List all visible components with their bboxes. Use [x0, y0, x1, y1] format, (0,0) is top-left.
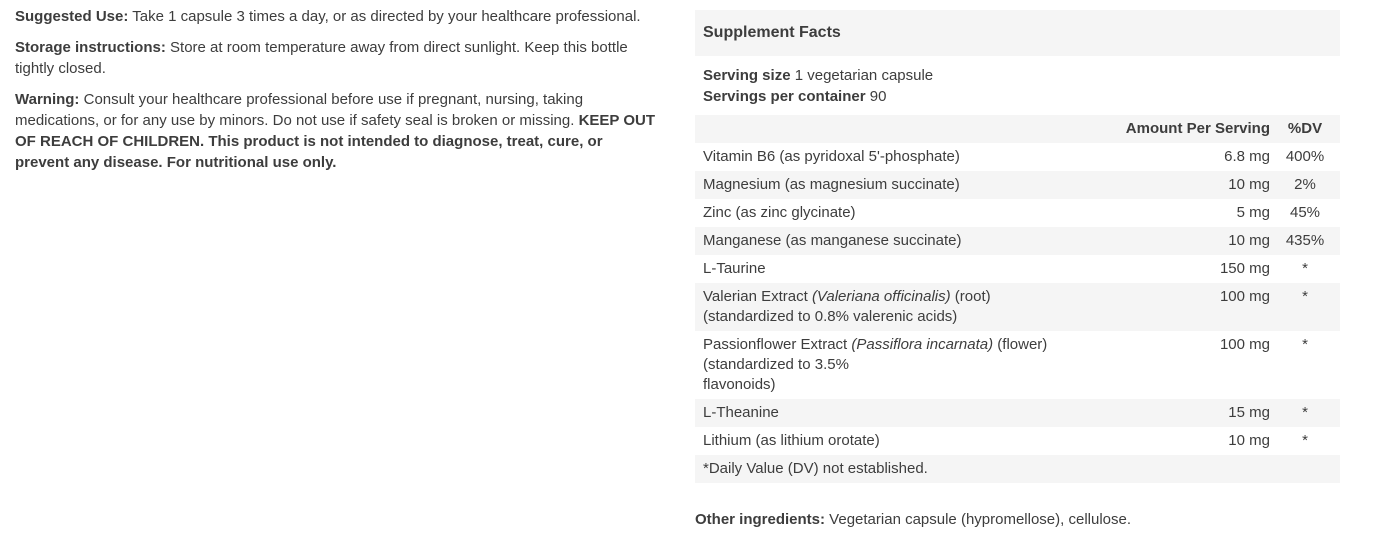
- serving-size-value: 1 vegetarian capsule: [790, 67, 934, 84]
- serving-size-line: [703, 65, 1332, 86]
- ingredient-amount: 10 mg: [1228, 432, 1270, 449]
- servings-per-container-value: 90: [865, 88, 887, 105]
- ingredient-name-line2: (standardized to 0.8% valerenic acids): [703, 308, 958, 325]
- ingredient-amount: 150 mg: [1219, 260, 1270, 277]
- servings-per-container-line: [703, 86, 1332, 107]
- suggested-use-paragraph: [15, 6, 660, 27]
- other-ingredients-text: Vegetarian capsule (hypromellose), cellulose.: [825, 511, 1132, 528]
- suggested-use-label: Suggested Use:: [15, 8, 129, 25]
- supplement-facts-panel: [695, 10, 1340, 545]
- ingredient-amount: 100 mg: [1219, 288, 1270, 305]
- ingredient-row-l-taurine: [695, 255, 1340, 283]
- ingredient-row-lithium: [695, 427, 1340, 455]
- ingredient-row-magnesium: [695, 171, 1340, 199]
- ingredient-name-rest: (root): [950, 288, 991, 305]
- ingredient-name-line2: flavonoids): [703, 376, 776, 393]
- ingredient-name-text: Valerian Extract: [703, 288, 812, 305]
- ingredient-dv: *: [1302, 288, 1308, 305]
- other-ingredients-paragraph: [695, 509, 1340, 530]
- ingredient-name: Zinc (as zinc glycinate): [703, 204, 856, 221]
- warning-bold-text: KEEP OUT OF REACH OF CHILDREN. This product is not intended to diagnose, treat, cure, or prevent any disease. For nutritional use only.: [15, 112, 655, 171]
- ingredient-name: L-Theanine: [703, 404, 779, 421]
- serving-size-label: Serving size: [703, 67, 791, 84]
- ingredient-amount: 6.8 mg: [1224, 148, 1270, 165]
- ingredient-row-manganese: [695, 227, 1340, 255]
- ingredient-amount: 15 mg: [1228, 404, 1270, 421]
- ingredient-amount: 10 mg: [1228, 176, 1270, 193]
- column-header-amount: Amount Per Serving: [1125, 120, 1270, 137]
- ingredient-name: Manganese (as manganese succinate): [703, 232, 962, 249]
- ingredient-name: Vitamin B6 (as pyridoxal 5'-phosphate): [703, 148, 960, 165]
- ingredient-dv: 45%: [1289, 204, 1321, 221]
- ingredient-amount: 100 mg: [1219, 336, 1270, 353]
- warning-text: Consult your healthcare professional before use if pregnant, nursing, taking medications, or for any use by minors. Do not use if safety seal is broken or missing.: [15, 91, 584, 129]
- suggested-use-text: Take 1 capsule 3 times a day, or as directed by your healthcare professional.: [128, 8, 641, 25]
- ingredient-row-vitamin-b6: [695, 143, 1340, 171]
- instructions-column: [15, 6, 660, 183]
- ingredient-amount: 10 mg: [1228, 232, 1270, 249]
- table-column-header: [695, 115, 1340, 143]
- warning-label: Warning:: [15, 91, 80, 108]
- ingredient-name: Magnesium (as magnesium succinate): [703, 176, 960, 193]
- ingredient-name-rest: (flower) (standardized to 3.5%: [703, 336, 1048, 373]
- ingredient-name: [703, 287, 1150, 327]
- storage-text: Store at room temperature away from direct sunlight. Keep this bottle tightly closed.: [15, 39, 628, 77]
- ingredient-name: [703, 335, 1150, 395]
- ingredient-name-text: Passionflower Extract: [703, 336, 852, 353]
- ingredient-dv: *: [1302, 336, 1308, 353]
- ingredient-amount: 5 mg: [1236, 204, 1270, 221]
- ingredient-row-zinc: [695, 199, 1340, 227]
- ingredient-dv: 400%: [1285, 148, 1325, 165]
- latin-name: (Valeriana officinalis): [811, 288, 951, 305]
- ingredient-dv: *: [1302, 404, 1308, 421]
- serving-info: [695, 56, 1340, 115]
- ingredient-dv: *: [1302, 260, 1308, 277]
- other-ingredients-label: Other ingredients:: [695, 511, 826, 528]
- column-header-dv: %DV: [1287, 120, 1323, 137]
- storage-paragraph: [15, 37, 660, 79]
- ingredient-name: Lithium (as lithium orotate): [703, 432, 880, 449]
- ingredient-dv: 435%: [1285, 232, 1325, 249]
- warning-paragraph: [15, 89, 660, 173]
- ingredient-dv: *: [1302, 432, 1308, 449]
- ingredient-name: L-Taurine: [703, 260, 766, 277]
- daily-value-footnote: *Daily Value (DV) not established.: [695, 455, 1340, 483]
- storage-label: Storage instructions:: [15, 39, 166, 56]
- ingredient-row-passionflower: [695, 331, 1340, 399]
- ingredient-row-valerian: [695, 283, 1340, 331]
- supplement-facts-title: Supplement Facts: [695, 10, 1340, 56]
- latin-name: (Passiflora incarnata): [851, 336, 994, 353]
- servings-per-container-label: Servings per container: [703, 88, 866, 105]
- ingredient-row-l-theanine: [695, 399, 1340, 427]
- ingredient-dv: 2%: [1294, 176, 1316, 193]
- ingredient-rows: [695, 143, 1340, 455]
